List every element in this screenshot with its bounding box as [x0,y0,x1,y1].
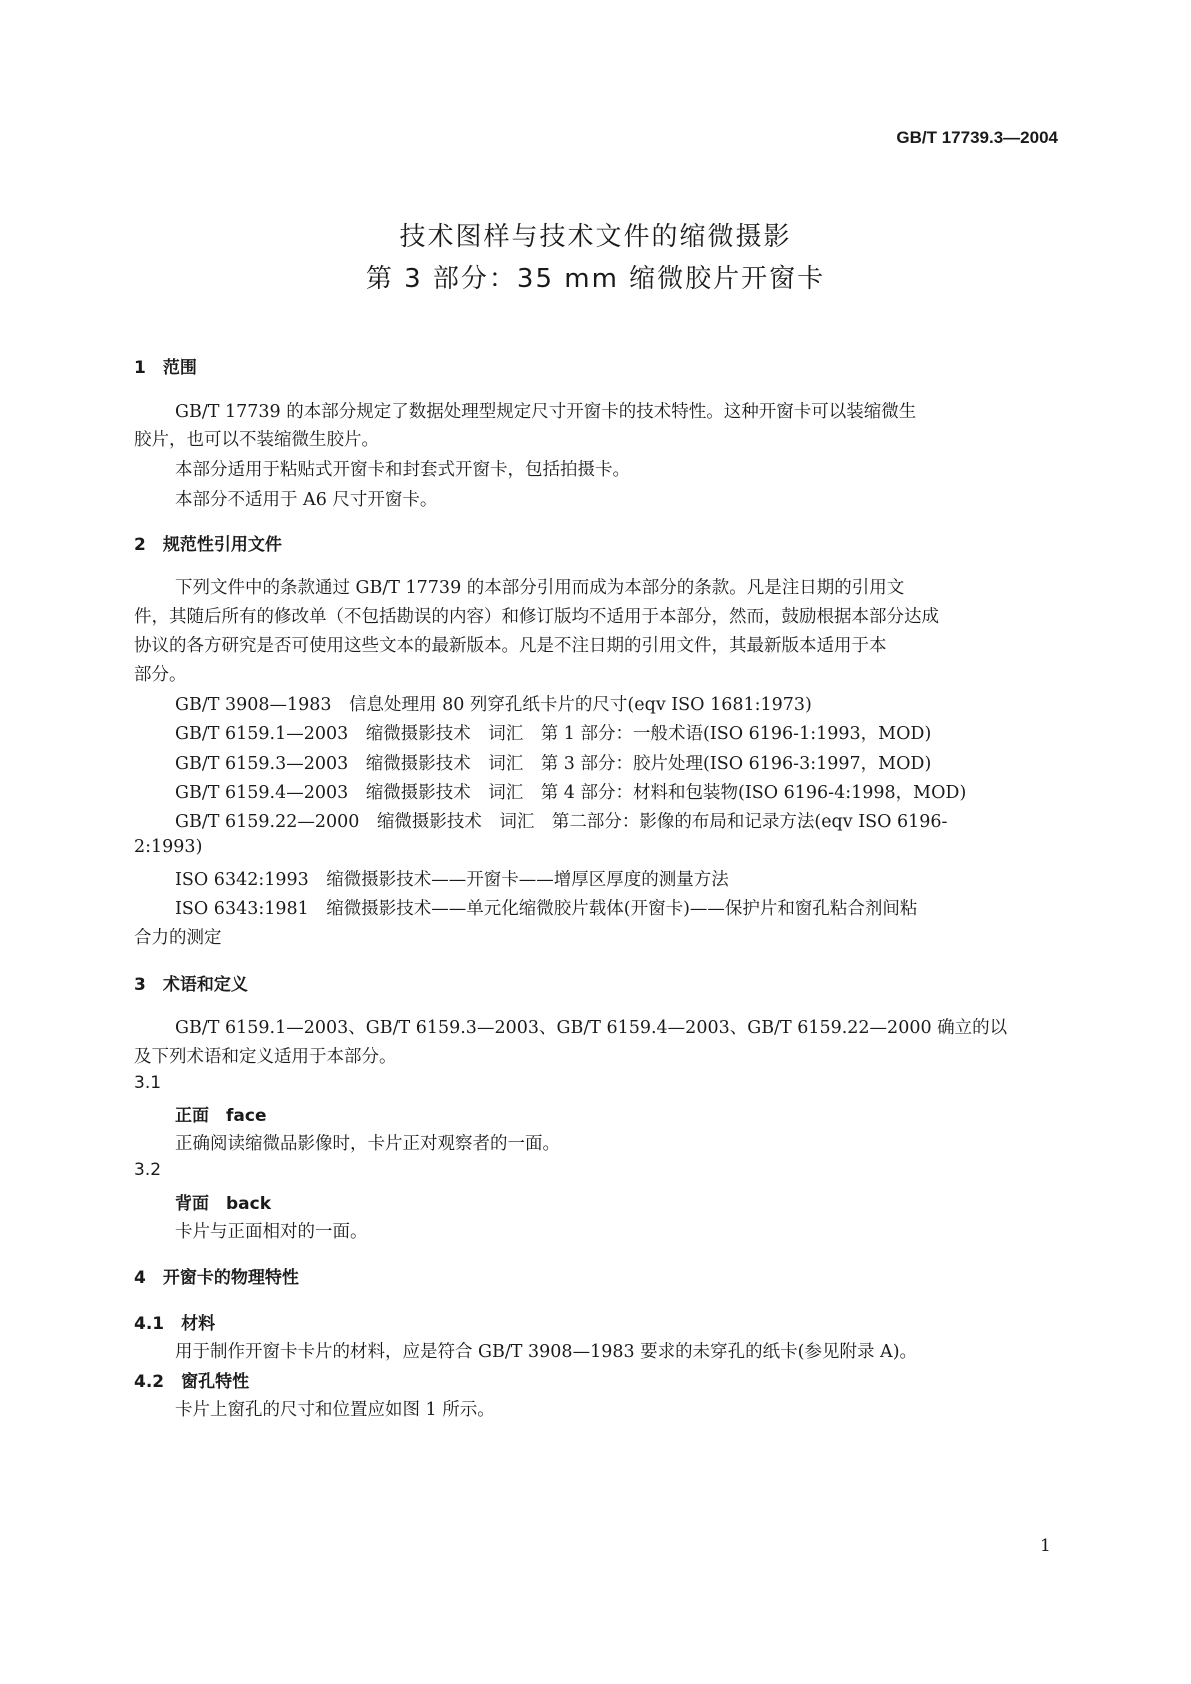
subsection-4-2-heading: 4.2 窗孔特性 [134,1372,250,1392]
reference-item-cont: 2:1993) [134,837,203,857]
term-face: 正面 face [175,1106,267,1126]
s2-intro-line-1: 下列文件中的条款通过 GB/T 17739 的本部分引用而成为本部分的条款。凡是注日期的引用文 [175,578,905,598]
s1-paragraph-cont: 胶片，也可以不装缩微生胶片。 [134,430,379,450]
reference-item: GB/T 3908—1983 信息处理用 80 列穿孔纸卡片的尺寸(eqv ISO 1681:1973) [175,695,812,715]
s3-intro-line-1: GB/T 6159.1—2003、GB/T 6159.3—2003、GB/T 6159.4—2003、GB/T 6159.22—2000 确立的以 [175,1018,1008,1038]
s2-intro-line-3: 协议的各方研究是否可使用这些文本的最新版本。凡是不注日期的引用文件，其最新版本适用于本 [134,636,887,656]
reference-item: ISO 6343:1981 缩微摄影技术——单元化缩微胶片载体(开窗卡)——保护片和窗孔粘合剂间粘 [175,899,918,919]
reference-item: GB/T 6159.4—2003 缩微摄影技术 词汇 第 4 部分：材料和包装物(ISO 6196-4:1998，MOD) [175,783,967,803]
section-4-heading: 4 开窗卡的物理特性 [134,1268,299,1288]
s2-intro-line-2: 件，其随后所有的修改单（不包括勘误的内容）和修订版均不适用于本部分，然而，鼓励根据本部分达成 [134,607,939,627]
page-number: 1 [1040,1536,1051,1556]
reference-item-cont: 合力的测定 [134,928,222,948]
section-2-heading: 2 规范性引用文件 [134,535,282,555]
title-line-1: 技术图样与技术文件的缩微摄影 [399,222,792,252]
subsection-4-1-heading: 4.1 材料 [134,1314,216,1334]
subsection-4-2-text: 卡片上窗孔的尺寸和位置应如图 1 所示。 [175,1400,495,1420]
section-3-heading: 3 术语和定义 [134,975,248,995]
reference-item: GB/T 6159.22—2000 缩微摄影技术 词汇 第二部分：影像的布局和记录方法(eqv ISO 6196- [175,812,948,832]
reference-item: GB/T 6159.3—2003 缩微摄影技术 词汇 第 3 部分：胶片处理(ISO 6196-3:1997，MOD) [175,754,932,774]
section-1-heading: 1 范围 [134,358,197,378]
reference-item: ISO 6342:1993 缩微摄影技术——开窗卡——增厚区厚度的测量方法 [175,870,729,890]
term-number: 3.1 [134,1073,162,1093]
s1-paragraph: GB/T 17739 的本部分规定了数据处理型规定尺寸开窗卡的技术特性。这种开窗卡可以装缩微生 [175,402,917,422]
term-number: 3.2 [134,1160,162,1180]
term-back: 背面 back [175,1194,272,1214]
reference-item: GB/T 6159.1—2003 缩微摄影技术 词汇 第 1 部分：一般术语(ISO 6196-1:1993，MOD) [175,724,932,744]
subsection-4-1-text: 用于制作开窗卡卡片的材料，应是符合 GB/T 3908—1983 要求的未穿孔的纸卡(参见附录 A)。 [175,1342,918,1362]
s1-paragraph-2: 本部分适用于粘贴式开窗卡和封套式开窗卡，包括拍摄卡。 [175,460,630,480]
s1-paragraph-3: 本部分不适用于 A6 尺寸开窗卡。 [175,490,438,510]
title-line-2: 第 3 部分：35 mm 缩微胶片开窗卡 [365,264,826,294]
s3-intro-line-2: 及下列术语和定义适用于本部分。 [134,1047,397,1067]
term-definition: 卡片与正面相对的一面。 [175,1222,368,1242]
s2-intro-line-4: 部分。 [134,665,187,685]
standard-code: GB/T 17739.3—2004 [896,128,1058,147]
term-definition: 正确阅读缩微品影像时，卡片正对观察者的一面。 [175,1134,560,1154]
